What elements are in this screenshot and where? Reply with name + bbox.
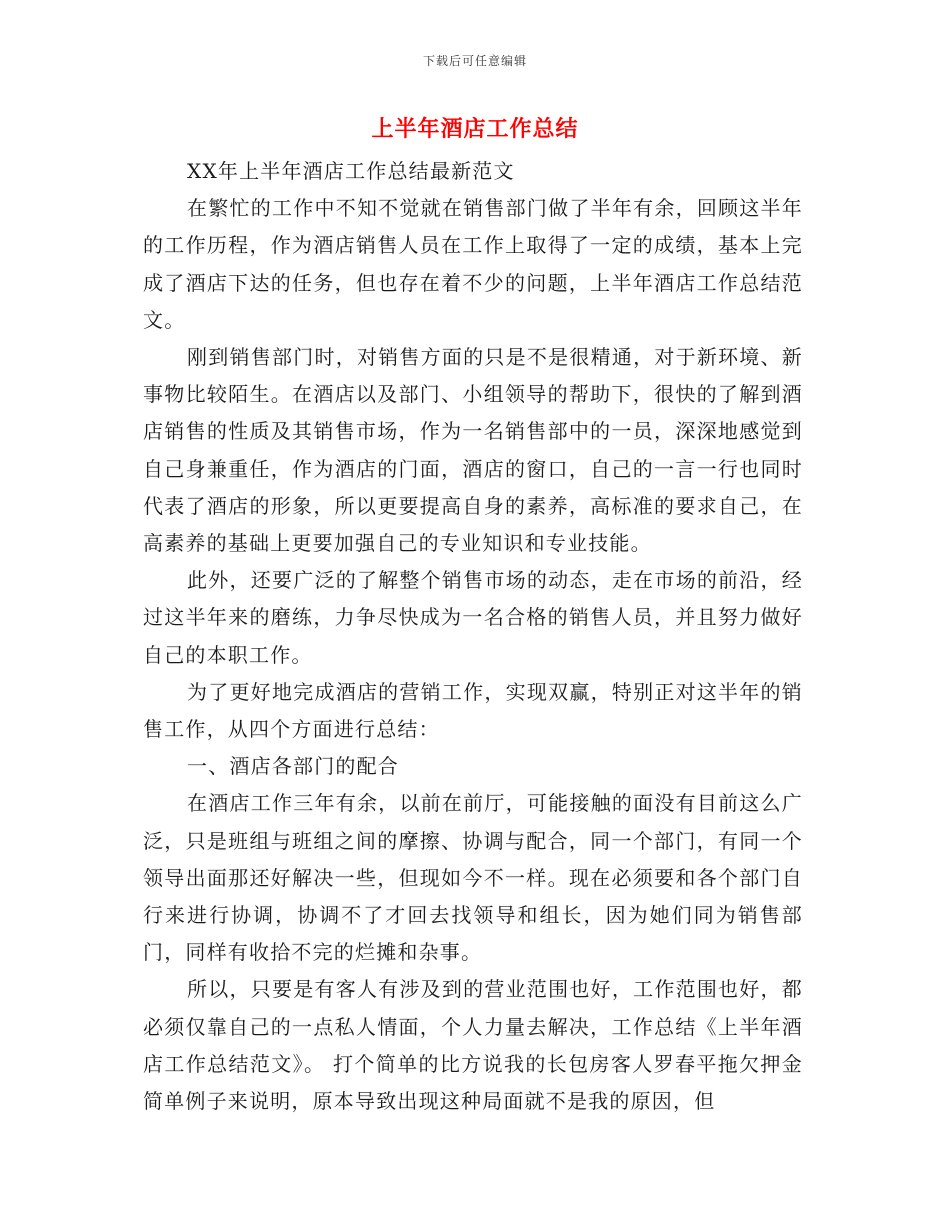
document-body [143,153,803,1120]
document-title: 上半年酒店工作总结 [371,116,579,142]
body-paragraph: 刚到销售部门时，对销售方面的只是不是很精通，对于新环境、新事物比较陌生。在酒店以及部门、小组领导的帮助下，很快的了解到酒店销售的性质及其销售市场，作为一名销售部中的一员，深深地感觉到自己身兼重任，作为酒店的门面，酒店的窗口，自己的一言一行也同时代表了酒店的形象，所以更要提高自身的素养，高标准的要求自己，在高素养的基础上更要加强自己的专业知识和专业技能。 [143,345,803,556]
section-heading: 一、酒店各部门的配合 [187,754,399,779]
body-paragraph: 此外，还要广泛的了解整个销售市场的动态，走在市场的前沿，经过这半年来的磨练，力争尽快成为一名合格的销售人员，并且努力做好自己的本职工作。 [143,568,803,667]
subtitle-paragraph: XX年上半年酒店工作总结最新范文 [187,159,515,183]
body-paragraph: 为了更好地完成酒店的营销工作，实现双赢，特别正对这半年的销售工作，从四个方面进行总结： [143,679,803,742]
body-paragraph: 所以，只要是有客人有涉及到的营业范围也好，工作范围也好，都必须仅靠自己的一点私人情面，个人力量去解决，工作总结《上半年酒店工作总结范文》。 打个简单的比方说我的长包房客人罗春平拖欠押金简单例子来说明，原本导致出现这种局面就不是我的原因，但 [143,977,803,1114]
body-paragraph: 在酒店工作三年有余，以前在前厅，可能接触的面没有目前这么广泛，只是班组与班组之间的摩擦、协调与配合，同一个部门，有同一个领导出面那还好解决一些，但现如今不一样。现在必须要和各个部门自行来进行协调，协调不了才回去找领导和组长，因为她们同为销售部门，同样有收拾不完的烂摊和杂事。 [143,791,803,965]
body-paragraph: 在繁忙的工作中不知不觉就在销售部门做了半年有余，回顾这半年的工作历程，作为酒店销售人员在工作上取得了一定的成绩，基本上完成了酒店下达的任务，但也存在着不少的问题，上半年酒店工作总结范文。 [143,196,803,332]
page-header-note: 下载后可任意编辑 [422,54,527,68]
